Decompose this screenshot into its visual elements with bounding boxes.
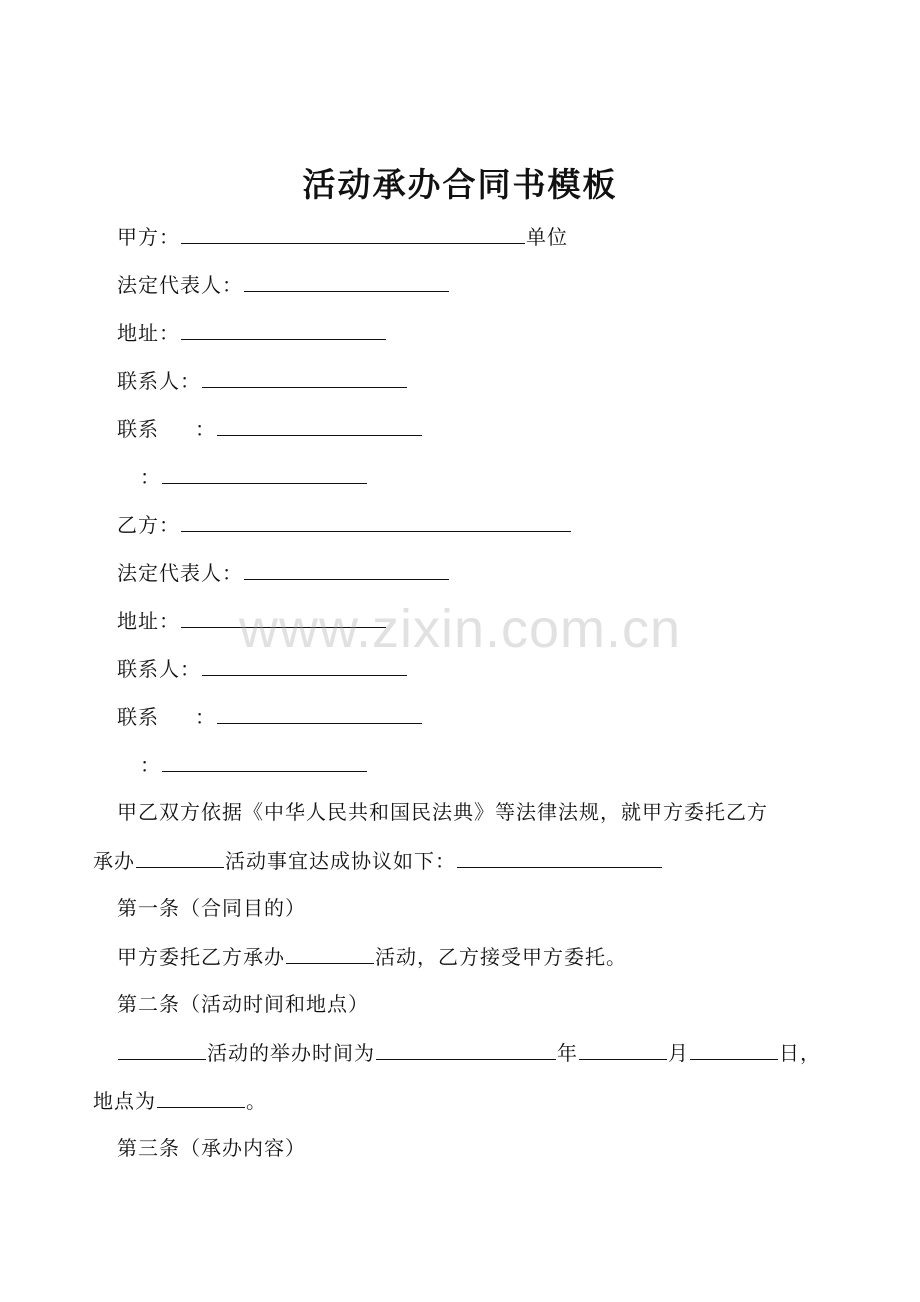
- article-2-location-prefix: 地点为: [93, 1089, 156, 1113]
- party-a-contact-person-blank[interactable]: [202, 365, 407, 388]
- watermark: www.zixin.com.cn: [238, 599, 682, 659]
- party-a-extra-line: [140, 461, 368, 492]
- preamble-activity-blank[interactable]: [136, 845, 224, 868]
- article-2-month-label: 月: [668, 1041, 689, 1065]
- article-2-day-label: 日，: [779, 1041, 821, 1065]
- party-b-label: 乙方：: [117, 513, 180, 537]
- party-b-extra-line: [140, 749, 368, 780]
- party-a-contact-line: [117, 413, 423, 444]
- preamble-prefix: 承办: [93, 849, 135, 873]
- party-a-unit-suffix: 单位: [526, 225, 568, 249]
- party-b-contact-person-line: [117, 653, 408, 684]
- party-a-extra-colon: ：: [140, 465, 161, 489]
- party-b-legal-rep-blank[interactable]: [244, 557, 449, 580]
- party-b-contact-label: 联系: [117, 705, 159, 729]
- article-2-activity-blank[interactable]: [118, 1037, 206, 1060]
- party-b-line: [117, 509, 572, 540]
- party-b-legal-rep-line: [117, 557, 450, 588]
- article-2-location-blank[interactable]: [157, 1085, 245, 1108]
- party-a-contact-label: 联系: [117, 417, 159, 441]
- party-b-contact-line: [117, 701, 423, 732]
- article-2-body-line-1: [117, 1037, 821, 1068]
- article-1-heading: 第一条（合同目的）: [117, 896, 306, 920]
- article-2-month-blank[interactable]: [579, 1037, 667, 1060]
- article-1-body-suffix: 活动，乙方接受甲方委托。: [375, 945, 627, 969]
- party-a-legal-rep-line: [117, 269, 450, 300]
- party-a-line: [117, 221, 568, 252]
- party-b-contact-blank[interactable]: [217, 701, 422, 724]
- article-2-heading: 第二条（活动时间和地点）: [117, 992, 369, 1016]
- party-b-legal-rep-label: 法定代表人：: [117, 561, 243, 585]
- document-title: 活动承办合同书模板: [302, 165, 618, 204]
- article-1-activity-blank[interactable]: [286, 941, 374, 964]
- party-a-label: 甲方：: [117, 225, 180, 249]
- preamble-suffix: 活动事宜达成协议如下：: [225, 849, 456, 873]
- article-2-year-blank[interactable]: [376, 1037, 556, 1060]
- party-a-contact-person-line: [117, 365, 408, 396]
- preamble-line-2: [93, 845, 663, 876]
- party-a-extra-blank[interactable]: [162, 461, 367, 484]
- article-1-body: [117, 941, 627, 972]
- article-2-body-text: 活动的举办时间为: [207, 1041, 375, 1065]
- party-a-address-blank[interactable]: [181, 317, 386, 340]
- party-b-extra-colon: ：: [140, 753, 161, 777]
- party-b-address-blank[interactable]: [181, 605, 386, 628]
- party-b-contact-colon: ：: [195, 705, 216, 729]
- article-2-day-blank[interactable]: [690, 1037, 778, 1060]
- party-b-contact-person-label: 联系人：: [117, 657, 201, 681]
- party-b-contact-person-blank[interactable]: [202, 653, 407, 676]
- party-a-address-line: [117, 317, 387, 348]
- party-b-extra-blank[interactable]: [162, 749, 367, 772]
- party-a-name-blank[interactable]: [181, 221, 525, 244]
- party-a-contact-blank[interactable]: [217, 413, 422, 436]
- party-a-legal-rep-blank[interactable]: [244, 269, 449, 292]
- article-2-location-suffix: 。: [246, 1089, 267, 1113]
- preamble-trailing-blank[interactable]: [457, 845, 662, 868]
- party-b-name-blank[interactable]: [181, 509, 571, 532]
- party-a-contact-person-label: 联系人：: [117, 369, 201, 393]
- party-a-legal-rep-label: 法定代表人：: [117, 273, 243, 297]
- article-3-heading: 第三条（承办内容）: [117, 1136, 306, 1160]
- article-2-year-label: 年: [557, 1041, 578, 1065]
- preamble-line-1: 甲乙双方依据《中华人民共和国民法典》等法律法规，就甲方委托乙方: [117, 800, 768, 824]
- party-b-address-label: 地址：: [117, 609, 180, 633]
- party-b-address-line: [117, 605, 387, 636]
- article-2-body-line-2: [93, 1085, 267, 1116]
- party-a-contact-colon: ：: [195, 417, 216, 441]
- article-1-body-prefix: 甲方委托乙方承办: [117, 945, 285, 969]
- party-a-address-label: 地址：: [117, 321, 180, 345]
